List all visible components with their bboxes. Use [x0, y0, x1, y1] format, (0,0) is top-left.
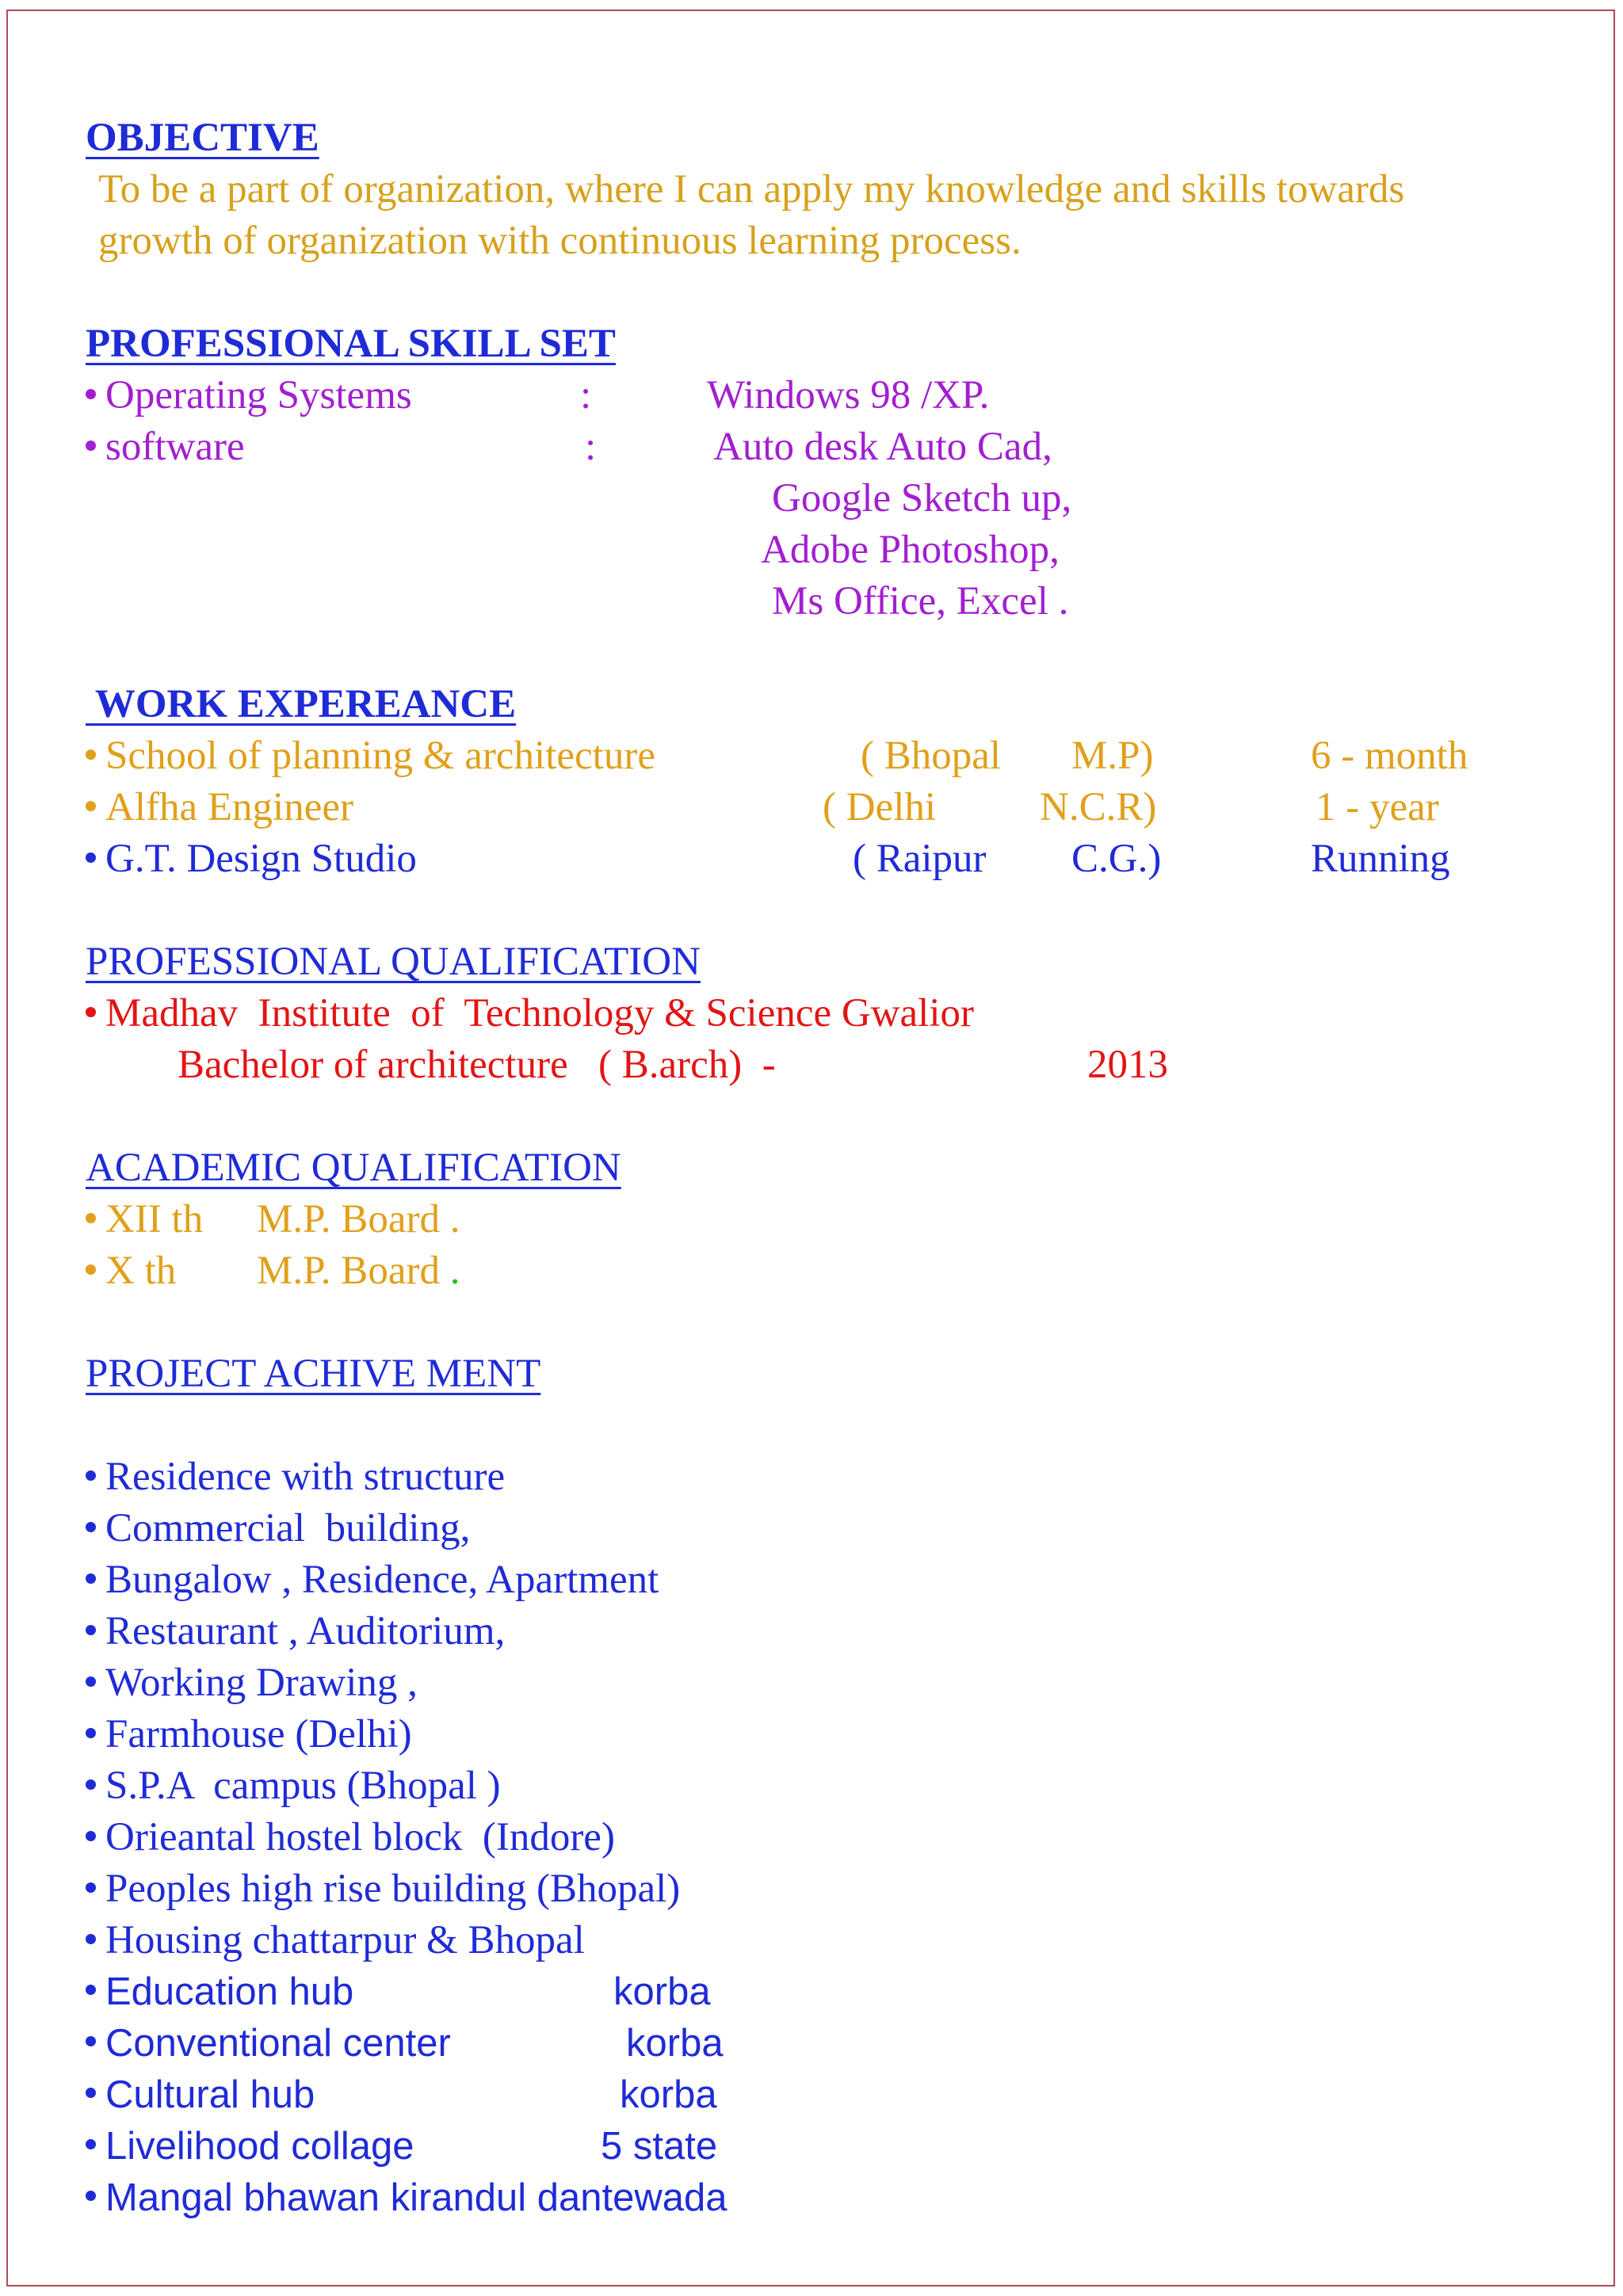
degree-year: 2013	[1087, 1043, 1168, 1087]
project-item	[86, 2121, 1566, 2172]
project-item	[86, 1812, 1566, 1863]
professional-heading: PROFESSIONAL QUALIFICATION	[86, 940, 701, 984]
project-name: Cultural hub	[105, 2073, 315, 2116]
bullet-icon	[86, 1264, 96, 1275]
academic-board-text: M.P. Board	[257, 1249, 440, 1293]
academic-board-dot: .	[449, 1249, 460, 1293]
bullet-icon	[86, 1779, 96, 1790]
project-item	[86, 2172, 1566, 2224]
bullet-icon	[86, 2088, 96, 2098]
work-duration: 6 - month	[1311, 734, 1468, 778]
project-list-korba	[86, 1966, 1566, 2224]
project-name: Conventional center	[105, 2022, 451, 2065]
work-section	[86, 679, 1566, 885]
work-heading: WORK EXPEREANCE	[86, 682, 517, 727]
project-name: Residence with structure	[105, 1455, 506, 1499]
professional-section	[86, 936, 1566, 1091]
project-item	[86, 2018, 1566, 2069]
skill-value: Windows 98 /XP.	[707, 373, 990, 418]
work-state: N.C.R)	[1040, 785, 1157, 830]
objective-section	[86, 113, 1566, 267]
project-item	[86, 1915, 1566, 1966]
project-name: Restaurant , Auditorium,	[105, 1609, 506, 1653]
academic-level: XII th	[105, 1197, 204, 1241]
bullet-icon	[86, 801, 96, 811]
bullet-icon	[86, 749, 96, 760]
bullet-icon	[86, 1625, 96, 1635]
bullet-icon	[86, 441, 96, 451]
bullet-icon	[86, 2191, 96, 2201]
work-org: Alfha Engineer	[105, 785, 353, 830]
bullet-icon	[86, 1728, 96, 1738]
project-item	[86, 1657, 1566, 1709]
project-name: Commercial building,	[105, 1506, 471, 1550]
project-name: Farmhouse (Delhi)	[105, 1712, 412, 1756]
project-name: Peoples high rise building (Bhopal)	[105, 1867, 681, 1911]
bullet-icon	[86, 1213, 96, 1223]
project-place: korba	[626, 2022, 724, 2065]
project-item	[86, 1554, 1566, 1606]
work-duration: 1 - year	[1316, 785, 1439, 830]
bullet-icon	[86, 1676, 96, 1687]
institute-row	[86, 988, 1566, 1039]
bullet-icon	[86, 389, 96, 399]
objective-line-1: To be a part of organization, where I can apply my knowledge and skills towards	[98, 167, 1405, 212]
skill-row	[86, 370, 1566, 421]
project-item	[86, 1863, 1566, 1915]
bullet-icon	[86, 1522, 96, 1532]
work-state: M.P)	[1071, 734, 1154, 778]
work-row	[86, 782, 1566, 833]
skill-row	[86, 421, 1566, 473]
degree-row	[86, 1039, 1566, 1091]
project-place: 5 state	[601, 2125, 718, 2168]
skill-separator: :	[585, 425, 597, 469]
skill-value: Auto desk Auto Cad,	[713, 425, 1052, 469]
work-city: ( Delhi	[823, 785, 937, 830]
degree-name: Bachelor of architecture ( B.arch) -	[178, 1043, 776, 1087]
objective-heading: OBJECTIVE	[86, 116, 319, 160]
bullet-icon	[86, 1985, 96, 1995]
bullet-icon	[86, 1882, 96, 1893]
project-item	[86, 2069, 1566, 2121]
project-name: Education hub	[105, 1970, 354, 2013]
project-item	[86, 1966, 1566, 2018]
work-org: School of planning & architecture	[105, 734, 655, 778]
bullet-icon	[86, 852, 96, 863]
bullet-icon	[86, 1470, 96, 1481]
project-item	[86, 1709, 1566, 1760]
work-state: C.G.)	[1071, 837, 1162, 881]
objective-line-2: growth of organization with continuous learning process.	[98, 219, 1022, 263]
work-row	[86, 833, 1566, 885]
project-name: Mangal bhawan kirandul dantewada	[105, 2176, 727, 2219]
project-item	[86, 1451, 1566, 1503]
skill-label: Operating Systems	[105, 373, 412, 418]
skills-section	[86, 318, 1566, 627]
resume-content	[86, 113, 1566, 2275]
project-place: korba	[613, 1970, 711, 2013]
project-list	[86, 1451, 1566, 1966]
bullet-icon	[86, 1007, 96, 1017]
bullet-icon	[86, 2036, 96, 2046]
academic-row	[86, 1194, 1566, 1245]
skill-separator: :	[580, 373, 592, 418]
bullet-icon	[86, 2139, 96, 2149]
bullet-icon	[86, 1573, 96, 1584]
project-name: Working Drawing ,	[105, 1661, 418, 1705]
work-city: ( Bhopal	[861, 734, 1002, 778]
academic-section	[86, 1142, 1566, 1297]
work-row	[86, 730, 1566, 782]
skills-heading: PROFESSIONAL SKILL SET	[86, 322, 616, 366]
project-name: Housing chattarpur & Bhopal	[105, 1918, 585, 1962]
academic-heading: ACADEMIC QUALIFICATION	[86, 1146, 621, 1190]
work-org: G.T. Design Studio	[105, 837, 417, 881]
bullet-icon	[86, 1934, 96, 1944]
institute-name: Madhav Institute of Technology & Science Gwalior	[105, 991, 974, 1035]
academic-board	[257, 1245, 460, 1297]
project-item	[86, 1503, 1566, 1554]
academic-row	[86, 1245, 1566, 1297]
projects-heading: PROJECT ACHIVE MENT	[86, 1352, 541, 1396]
work-duration: Running	[1311, 837, 1450, 881]
project-place: korba	[620, 2073, 717, 2116]
project-name: Orieantal hostel block (Indore)	[105, 1815, 615, 1859]
skill-extra: Ms Office, Excel .	[772, 579, 1069, 624]
resume-page	[6, 10, 1615, 2286]
project-name: Bungalow , Residence, Apartment	[105, 1558, 659, 1602]
skill-extra: Google Sketch up,	[772, 476, 1072, 521]
work-city: ( Raipur	[853, 837, 987, 881]
project-name: Livelihood collage	[105, 2125, 414, 2168]
skill-extra: Adobe Photoshop,	[761, 528, 1060, 572]
academic-board: M.P. Board .	[257, 1197, 460, 1241]
bullet-icon	[86, 1831, 96, 1841]
skill-label: software	[105, 425, 245, 469]
project-item	[86, 1606, 1566, 1657]
projects-section	[86, 1348, 1566, 2224]
project-item	[86, 1760, 1566, 1812]
project-name: S.P.A campus (Bhopal )	[105, 1764, 501, 1808]
academic-level: X th	[105, 1249, 177, 1293]
